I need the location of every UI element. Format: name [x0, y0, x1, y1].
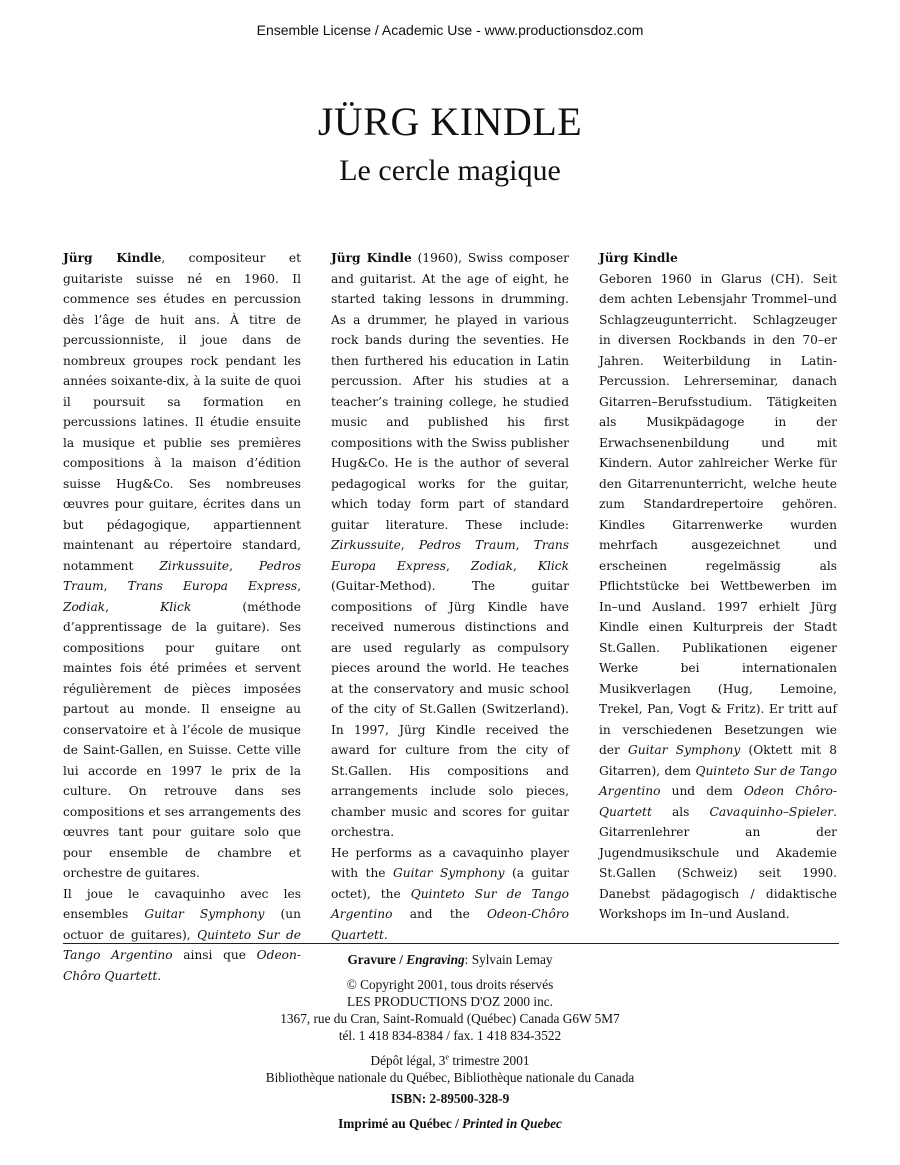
legal-deposit: Dépôt légal, 3e trimestre 2001 — [370, 1052, 530, 1068]
copyright-line: © Copyright 2001, tous droits réservés — [346, 977, 554, 992]
national-libraries: Bibliothèque nationale du Québec, Bibliothèque nationale du Canada — [265, 1070, 635, 1085]
publisher-phone: tél. 1 418 834-8384 / fax. 1 418 834-3522 — [338, 1028, 562, 1043]
bio-french — [63, 248, 301, 986]
footer-divider — [63, 943, 839, 944]
bio-french-name: Jürg Kindle — [63, 251, 162, 265]
publisher-name: LES PRODUCTIONS D'OZ 2000 inc. — [347, 994, 553, 1009]
work-title: Le cercle magique — [339, 154, 561, 187]
bio-german-name: Jürg Kindle — [599, 251, 678, 265]
bio-english-paragraph-2: He performs as a cavaquinho player with the Guitar Symphony (a guitar octet), the Quinteto Sur de Tango Argentino and the Odeon-Chôro Quartett. — [331, 845, 570, 942]
bio-english-paragraph-1: Jürg Kindle (1960), Swiss composer and guitarist. At the age of eight, he started taking lessons in drumming. As a drummer, he played in various rock bands during the seventies. He then furthered his education in Latin percussion. After his studies at a teacher’s training college, he studied music and published his first compositions with the Swiss publisher Hug&Co. He is the author of several pedagogical works for the guitar, which today form part of standard guitar literature. These include: Zirkussuite, Pedros Traum, Trans Europa Express, Zodiak, Klick (Guitar-Method). The guitar compositions of Jürg Kindle have received numerous distinctions and are used regularly as compulsory pieces around the world. He teaches at the conservatory and music school of the city of St.Gallen (Switzerland). In 1997, Jürg Kindle received the award for culture from the city of St.Gallen. His compositions and arrangements include solo pieces, chamber music and scores for guitar orchestra. — [331, 251, 570, 839]
publisher-address: 1367, rue du Cran, Saint-Romuald (Québec) Canada G6W 5M7 — [280, 1011, 620, 1026]
bio-german-paragraph-1: Geboren 1960 in Glarus (CH). Seit dem achten Lebensjahr Trommel–und Schlagzeugunterricht. Schlagzeuger in diversen Rockbands in den 70–er Jahren. Weiterbildung in Latin-Percussion. Lehrerseminar, danach Gitarren–Berufsstudium. Tätigkeiten als Musikpädagoge in der Erwachsenenbildung und mit Kindern. Autor zahlreicher Werke für den Gitarrenunterricht, welche heute zum Standardrepertoire gehören. Kindles Gitarrenwerke wurden mehrfach ausgezeichnet und erscheinen regelmässig als Pflichtstücke bei Wettbewerben im In–und Ausland. 1997 erhielt Jürg Kindle einen Kulturpreis der Stadt St.Gallen. Publikationen eigener Werke bei internationalen Musikverlagen (Hug, Lemoine, Trekel, Pan, Vogt & Fritz). Er tritt auf in verschiedenen Besetzungen wie der Guitar Symphony (Oktett mit 8 Gitarren), dem Quinteto Sur de Tango Argentino und dem Odeon Chôro-Quartett als Cavaquinho–Spieler. Gitarrenlehrer an der Jugendmusikschule und Akademie St.Gallen (Schweiz) seit 1990. Danebst pädagogisch / didaktische Workshops im In–und Ausland. — [599, 271, 837, 921]
colophon — [0, 951, 900, 1132]
bio-french-paragraph-2: Il joue le cavaquinho avec les ensembles Guitar Symphony (un octuor de guitares), Quinteto Sur de Tango Argentino ainsi que Odeon-Chôro Quartett. — [63, 886, 301, 983]
composer-name: JÜRG KINDLE — [317, 99, 583, 144]
bio-german-heading — [599, 248, 837, 269]
engraving-credit: Gravure / Engraving: Sylvain Lemay — [347, 952, 553, 967]
bio-german — [599, 248, 837, 925]
isbn: ISBN: 2-89500-328-9 — [390, 1091, 510, 1106]
bio-english — [331, 248, 569, 945]
bio-french-paragraph-1: Jürg Kindle, compositeur et guitariste suisse né en 1960. Il commence ses études en percussion dès l’âge de huit ans. À titre de percussionniste, il joue dans de nombreux groupes rock pendant les années soixante-dix, à la suite de quoi il poursuit sa formation en percussions latines. Il étudie ensuite la musique et publie ses premières compositions à la maison d’édition suisse Hug&Co. Ses nombreuses œuvres pour guitare, écrites dans un but pédagogique, appartiennent maintenant au répertoire standard, notamment Zirkussuite, Pedros Traum, Trans Europa Express, Zodiak, Klick (méthode d’apprentissage de la guitare). Ses compositions pour guitare ont maintes fois été primées et servent régulièrement de pièces imposées partout au monde. Il enseigne au conservatoire et à l’école de musique de Saint-Gallen, en Suisse. Cette ville lui accorde en 1997 le prix de la culture. On retrouve dans ses compositions et ses arrangements des œuvres tant pour guitare solo que pour ensemble de chambre et orchestre de guitares. — [63, 251, 302, 880]
license-header: Ensemble License / Academic Use - www.productionsdoz.com — [256, 22, 644, 38]
printed-in: Imprimé au Québec / Printed in Quebec — [338, 1116, 562, 1131]
bio-english-name: Jürg Kindle — [331, 251, 412, 265]
